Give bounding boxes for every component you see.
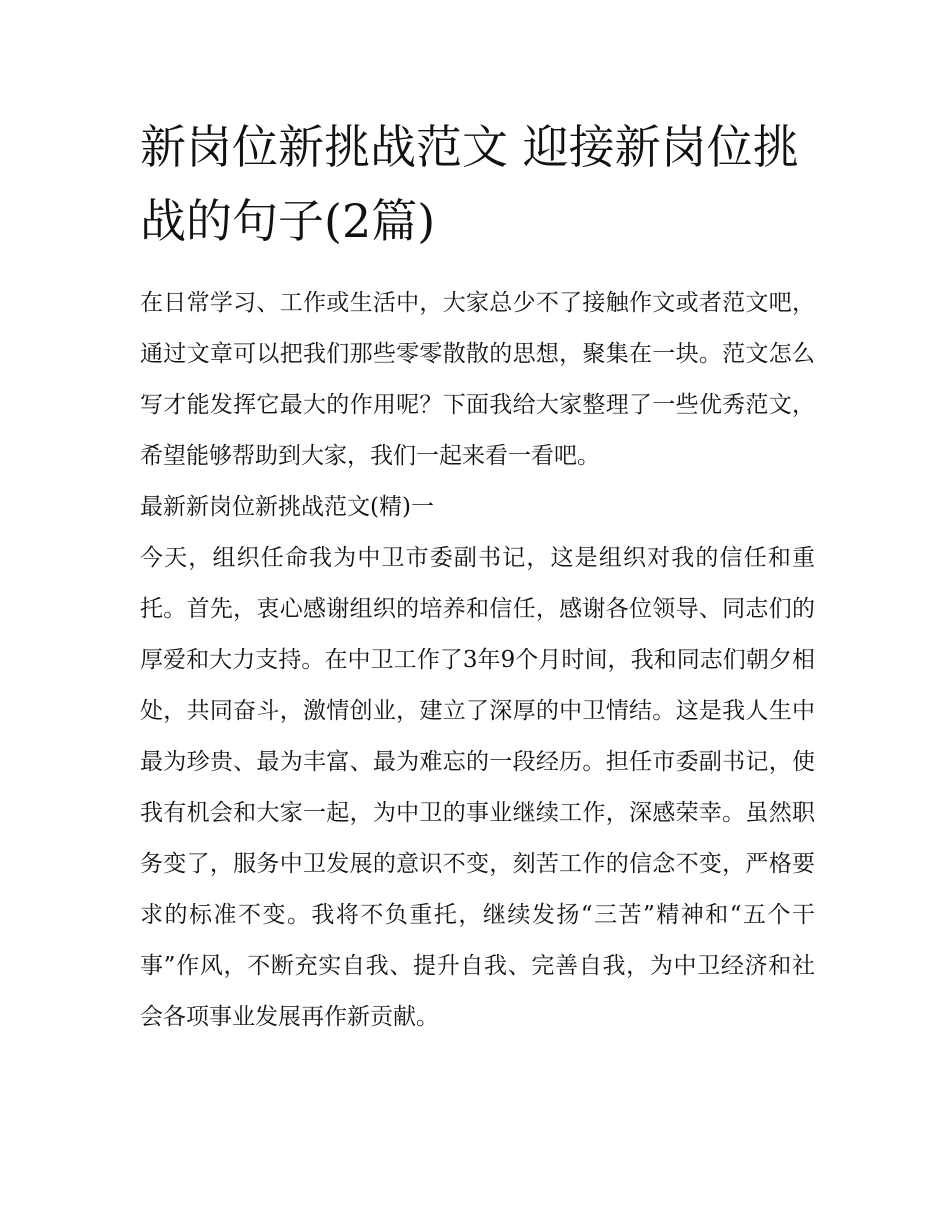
document-title: 新岗位新挑战范文 迎接新岗位挑战的句子(2篇) (140, 120, 799, 248)
document-page (140, 110, 815, 1043)
body-paragraph: 今天，组织任命我为中卫市委副书记，这是组织对我的信任和重托。首先，衷心感谢组织的培养和信任，感谢各位领导、同志们的厚爱和大力支持。在中卫工作了3年9个月时间，我和同志们朝夕相处，共同奋斗，激情创业，建立了深厚的中卫情结。这是我人生中最为珍贵、最为丰富、最为难忘的一段经历。担任市委副书记，使我有机会和大家一起，为中卫的事业继续工作，深感荣幸。虽然职务变了，服务中卫发展的意识不变，刻苦工作的信念不变，严格要求的标准不变。我将不负重托，继续发扬“三苦”精神和“五个干事”作风，不断充实自我、提升自我、完善自我，为中卫经济和社会各项事业发展再作新贡献。 (140, 545, 815, 1030)
intro-paragraph: 在日常学习、工作或生活中，大家总少不了接触作文或者范文吧，通过文章可以把我们那些零零散散的思想，聚集在一块。范文怎么写才能发挥它最大的作用呢？下面我给大家整理了一些优秀范文，希望能够帮助到大家，我们一起来看一看吧。 (140, 290, 815, 469)
section-heading: 最新新岗位新挑战范文(精)一 (140, 494, 434, 520)
